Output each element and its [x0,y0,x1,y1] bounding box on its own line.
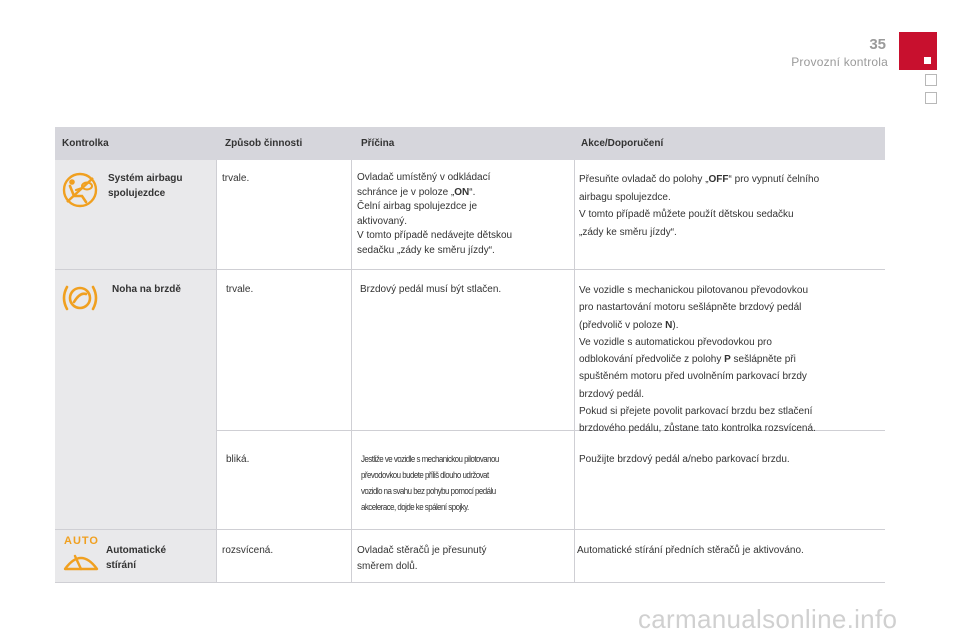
cause-text: Ovladač umístěný v odkládací schránce je v poloze „ON“. Čelní airbag spolujezdce je aktivovaný. V tomto případě nedávejte dětskou sedačku „zády ke směru jízdy“. [357,172,513,256]
section-title: Provozní kontrola [791,55,888,69]
column-header: Způsob činnosti [225,138,303,149]
action-text: Ve vozidle s mechanickou pilotovanou převodovkou pro nastartování motoru sešlápněte brzdový pedál (předvolič v poloze N). Ve vozidle s automatickou převodovkou pro odblokování předvoliče z polohy P sešlápněte při spuštěném motoru před uvolněním parkovací brzdy brzdový pedál. Pokud si přejete povolit parkovací brzdu bez stlačení brzdového pedálu, zůstane tato kontrolka rozsvícená. [579,285,816,435]
foot-on-brake-icon [59,283,101,313]
chapter-marker-box [925,92,937,104]
chapter-marker [899,32,937,70]
label-column [55,160,216,582]
column-header: Kontrolka [62,138,109,149]
page-number: 35 [869,36,886,53]
action-text: Automatické stírání předních stěračů je aktivováno. [577,545,804,556]
row-label-brake: Noha na brzdě [112,284,181,295]
mode-text: rozsvícená. [222,545,274,556]
column-header: Akce/Doporučení [581,138,664,149]
mode-text: trvale. [222,173,250,184]
mode-text: trvale. [226,284,254,295]
row-label-wipers: Automatické stírání [106,545,167,571]
column-header: Příčina [361,138,395,149]
auto-text: AUTO [64,535,99,547]
auto-wiper-icon [61,535,101,575]
watermark: carmanualsonline.info [638,604,898,634]
mode-text: bliká. [226,454,250,465]
airbag-off-icon [60,172,100,208]
cause-text: Ovladač stěračů je přesunutý směrem dolů. [357,545,487,572]
action-text: Použijte brzdový pedál a/nebo parkovací brzdu. [579,454,790,465]
table-header [55,127,885,160]
chapter-marker-box [925,74,937,86]
action-text: Přesuňte ovladač do polohy „OFF“ pro vypnutí čelního airbagu spolujezdce. V tomto případě můžete použít dětskou sedačku „zády ke směru jízdy“. [579,174,820,238]
row-label-airbag: Systém airbagu spolujezdce [108,173,183,199]
cause-text: Brzdový pedál musí být stlačen. [360,284,502,295]
cause-text: Jestliže ve vozidle s mechanickou pilotovanou převodovkou budete příliš dlouho udržovat vozidlo na svahu bez pohybu pomocí pedálu akcelerace, dojde ke spálení spojky. [361,454,499,512]
